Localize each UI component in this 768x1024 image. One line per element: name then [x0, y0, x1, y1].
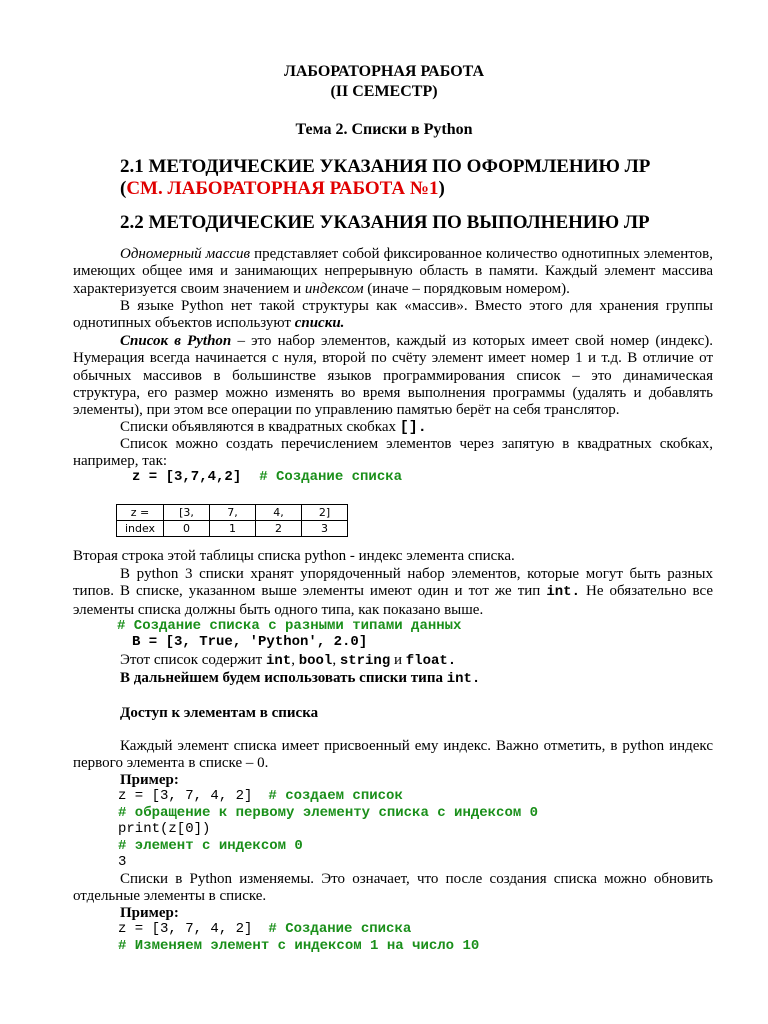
example1-comment: # создаем список — [268, 788, 403, 804]
brackets-code: []. — [399, 419, 427, 436]
example1-line4-comment: # элемент с индексом 0 — [118, 838, 303, 854]
table-cell: 4, — [256, 505, 302, 521]
p7-text-a: В python 3 списки хранят упорядоченный набор элементов, которые могут быть разных типов. В списке, указанном выше элементы имеют один и тот же тип — [73, 566, 713, 600]
type-int-bold: int. — [446, 671, 481, 687]
p8-sep: и — [390, 652, 406, 668]
table-cell: index — [117, 521, 164, 537]
table-cell: 3 — [302, 521, 348, 537]
p10-text: Каждый элемент списка имеет присвоенный ему индекс. Важно отметить, в python индекс первого элемента в списке – 0. — [73, 738, 713, 772]
code2-comment: # Создание списка с разными типами данных — [117, 618, 462, 634]
example1-label: Пример: — [120, 772, 179, 788]
list-index-table — [116, 504, 348, 537]
table-cell: 2 — [256, 521, 302, 537]
example2-code: z = [3, 7, 4, 2] — [118, 921, 253, 937]
code-create-list — [132, 469, 402, 485]
term-list-in-python: Список в Python — [120, 333, 232, 349]
term-index: индексом — [304, 280, 364, 297]
p5-text: Список можно создать перечислением элементов через запятую в квадратных скобках, например, так: — [73, 436, 713, 470]
example2-label: Пример: — [120, 905, 179, 921]
p1-text-b: (иначе – порядковым номером). — [363, 280, 570, 297]
ref-open-paren: ( — [120, 178, 127, 199]
paragraph-int-lists — [120, 670, 480, 687]
doc-topic: Тема 2. Списки в Python — [295, 121, 473, 138]
p3-text: – это набор элементов, каждый из которых имеет свой номер (индекс). Нумерация всегда начинается с нуля, второй по счёту элемент имеет номер 1 и т.д. В отличие от обычных массивов в большинстве языков программирования список – это динамическая структура, его размер можно изменять во время выполнения программы (удалять и добавлять элементы), при этом все операции по управлению памятью берёт на себя транслятор. — [73, 333, 713, 419]
example1-line1 — [118, 788, 403, 804]
code1-code: z = [3,7,4,2] — [132, 469, 242, 485]
type-float: float. — [405, 653, 457, 669]
p8-sep: , — [332, 652, 340, 668]
example1-code: z = [3, 7, 4, 2] — [118, 788, 253, 804]
paragraph-python-no-array — [73, 298, 713, 333]
p8-text-a: Этот список содержит — [120, 652, 266, 668]
paragraph-create-list — [73, 436, 713, 471]
term-one-dimensional-array: Одномерный массив — [120, 246, 251, 262]
doc-title: ЛАБОРАТОРНАЯ РАБОТА — [283, 63, 485, 80]
ref-close-paren: ) — [438, 178, 445, 199]
p4-text: Списки объявляются в квадратных скобках — [120, 419, 400, 435]
type-bool: bool — [298, 653, 333, 669]
doc-semester: (II СЕМЕСТР) — [330, 83, 438, 100]
table-cell: [3, — [164, 505, 210, 521]
section-access-heading: Доступ к элементам в списка — [120, 705, 319, 721]
paragraph-mutable — [73, 871, 713, 906]
ref-link-text[interactable]: СМ. ЛАБОРАТОРНАЯ РАБОТА №1 — [126, 178, 439, 199]
paragraph-types-list — [120, 652, 456, 669]
table-row-index — [117, 521, 348, 537]
p8-sep: , — [291, 652, 299, 668]
table-cell: 0 — [164, 521, 210, 537]
paragraph-list-definition — [73, 333, 713, 419]
section-2-1-reference — [120, 178, 445, 200]
paragraph-brackets — [73, 419, 713, 436]
paragraph-mixed-types — [73, 566, 713, 619]
table-cell: 2] — [302, 505, 348, 521]
section-2-2-heading: 2.2 МЕТОДИЧЕСКИЕ УКАЗАНИЯ ПО ВЫПОЛНЕНИЮ ЛР — [120, 212, 650, 233]
p2-text-a: В языке Python нет такой структуры как «массив». Вместо этого для хранения группы однотипных объектов используют — [73, 298, 713, 332]
p11-text: Списки в Python изменяемы. Это означает, что после создания списка можно обновить отдельные элементы в списке. — [73, 871, 713, 905]
p6-text: Вторая строка этой таблицы списка python - индекс элемента списка. — [73, 548, 515, 564]
example2-line2-comment: # Изменяем элемент с индексом 1 на число 10 — [118, 938, 480, 954]
example1-line2-comment: # обращение к первому элементу списка с индексом 0 — [118, 805, 539, 821]
example1-output: 3 — [118, 854, 127, 870]
type-int-code: int. — [546, 584, 580, 601]
p9-text: В дальнейшем будем использовать списки типа — [120, 670, 447, 686]
term-lists: списки. — [294, 315, 345, 332]
type-int: int — [266, 653, 292, 669]
code1-comment: # Создание списка — [259, 469, 403, 485]
table-cell: 7, — [210, 505, 256, 521]
example1-print-call: print(z[0]) — [118, 821, 211, 837]
paragraph-table-caption — [73, 548, 713, 565]
table-cell: 1 — [210, 521, 256, 537]
table-cell: z = — [117, 505, 164, 521]
p1-text-a: представляет собой фиксированное количество однотипных элементов, имеющих общее имя и занимающих непрерывную область в памяти. Каждый элемент массива характеризуется своим значением и — [73, 246, 713, 297]
code2-line: B = [3, True, 'Python', 2.0] — [132, 634, 368, 650]
example2-comment: # Создание списка — [268, 921, 412, 937]
paragraph-array-definition — [73, 246, 713, 298]
paragraph-index-zero — [73, 738, 713, 773]
table-row-values — [117, 505, 348, 521]
type-string: string — [339, 653, 391, 669]
p7-text-b: Не обязательно все элементы списка должны быть одного типа, как показано выше. — [73, 583, 713, 618]
example2-line1 — [118, 921, 411, 937]
section-2-1-heading: 2.1 МЕТОДИЧЕСКИЕ УКАЗАНИЯ ПО ОФОРМЛЕНИЮ ЛР — [120, 156, 651, 177]
